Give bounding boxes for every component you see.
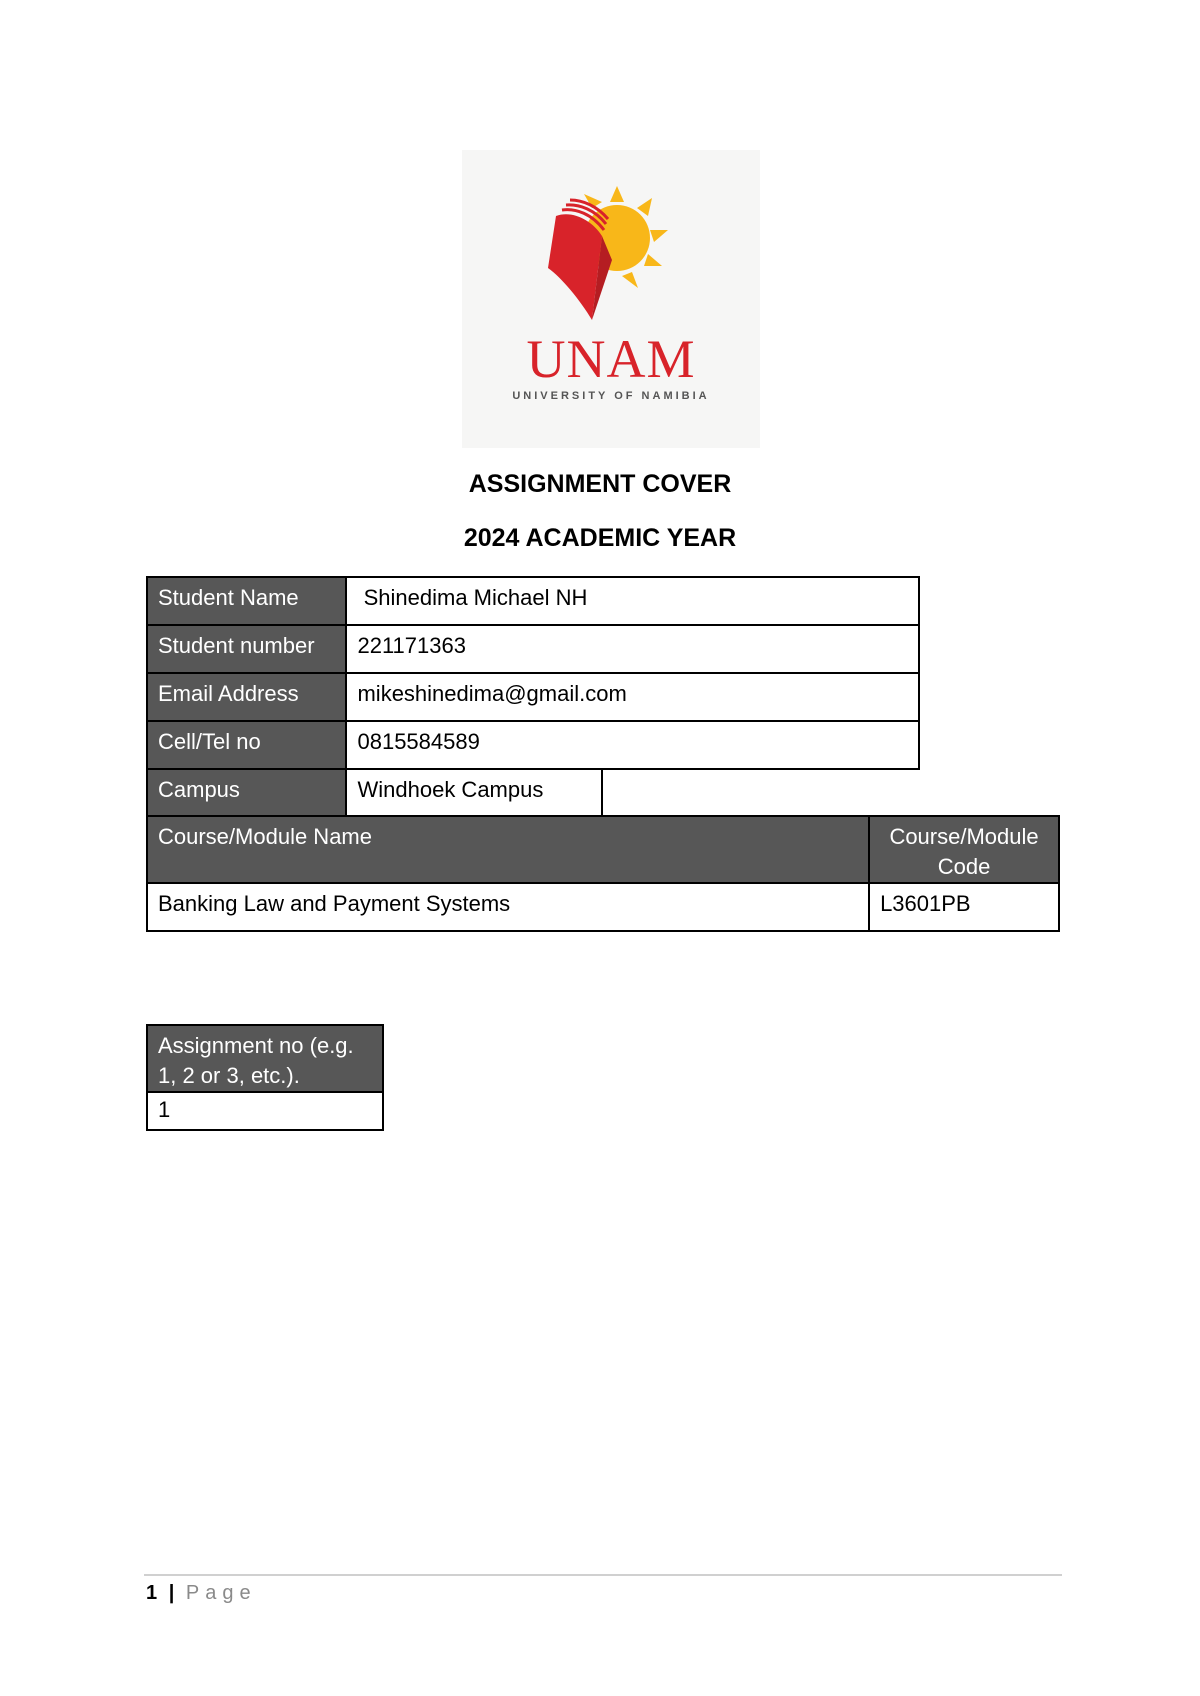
table-row [147, 816, 1059, 883]
academic-year: 2024 ACADEMIC YEAR [463, 524, 737, 552]
course-code-value: L3601PB [869, 883, 1059, 931]
table-row [147, 1092, 383, 1130]
unam-logo [462, 150, 760, 448]
table-row [147, 883, 1059, 931]
table-row [147, 577, 919, 625]
assignment-label: Assignment no (e.g. 1, 2 or 3, etc.). [147, 1025, 383, 1092]
course-name-value: Banking Law and Payment Systems [147, 883, 869, 931]
table-row [147, 769, 919, 817]
email-value: mikeshinedima@gmail.com [346, 673, 919, 721]
page-label: Page [185, 1582, 257, 1604]
email-label: Email Address [147, 673, 346, 721]
table-row [147, 721, 919, 769]
page-title: ASSIGNMENT COVER [468, 470, 732, 498]
table-row [147, 625, 919, 673]
book-sun-icon [462, 150, 760, 448]
course-code-label: Course/Module Code [869, 816, 1059, 883]
student-info-table [146, 576, 920, 818]
student-name-label: Student Name [147, 577, 346, 625]
tel-value: 0815584589 [346, 721, 919, 769]
logo-subtitle: UNIVERSITY OF NAMIBIA [512, 390, 710, 402]
tel-label: Cell/Tel no [147, 721, 346, 769]
course-table [146, 815, 1060, 932]
student-name-value: Shinedima Michael NH [346, 577, 919, 625]
table-row [147, 673, 919, 721]
student-number-value: 221171363 [346, 625, 919, 673]
footer-divider [144, 1574, 1062, 1576]
student-number-label: Student number [147, 625, 346, 673]
table-row [147, 1025, 383, 1092]
page-number: 1 [146, 1582, 158, 1604]
assignment-value: 1 [147, 1092, 383, 1130]
footer-separator: | [168, 1582, 175, 1604]
campus-label: Campus [147, 769, 346, 817]
empty-cell [602, 769, 919, 817]
logo-name: UNAM [526, 329, 696, 389]
page-footer [146, 1582, 257, 1605]
course-name-label: Course/Module Name [147, 816, 869, 883]
assignment-table [146, 1024, 384, 1131]
campus-value: Windhoek Campus [346, 769, 602, 817]
